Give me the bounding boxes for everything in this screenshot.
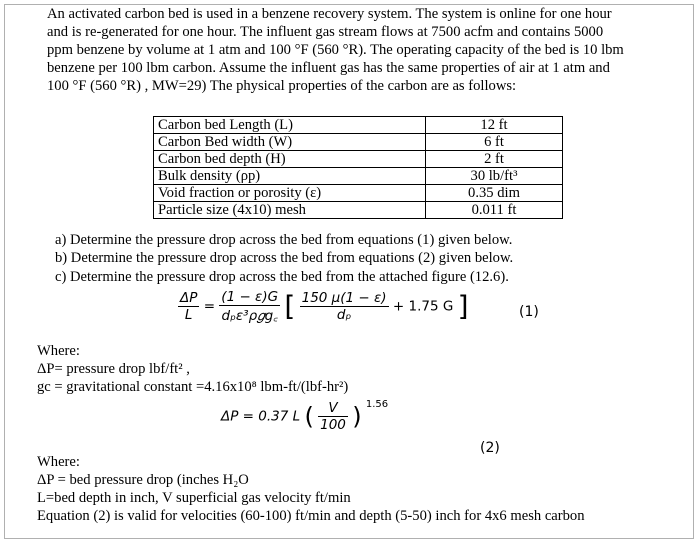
- property-label: Bulk density (ρp): [154, 168, 426, 185]
- problem-intro: [47, 5, 687, 95]
- intro-line: 100 °F (560 °R) , MW=29) The physical properties of the carbon are as follows:: [47, 78, 517, 94]
- eq1-lhs-numerator: ΔP: [180, 290, 198, 306]
- eq1-lhs-fraction: [178, 290, 199, 323]
- eq2-fraction: [318, 400, 348, 433]
- open-paren: (: [304, 402, 314, 431]
- property-label: Particle size (4x10) mesh: [154, 202, 426, 219]
- table-row: [154, 117, 563, 134]
- question-a: a) Determine the pressure drop across the bed from equations (1) given below.: [55, 232, 513, 248]
- question-b: b) Determine the pressure drop across the bed from equations (2) given below.: [55, 250, 514, 266]
- property-value: 12 ft: [426, 117, 563, 134]
- equation-1: $\frac{\Delta P}{L}$ = $\frac{(1 - \varepsilon)G}{\text{dₚε³ρ𝑔g꜀}}$ [ $\frac{150 \mu(1 - \varepsilon)}{\text{dₚ}}$ + 1.75 G ]: [180, 289, 469, 324]
- intro-line: and is re-generated for one hour. The influent gas stream flows at 7500 acfm and contains 5000: [47, 24, 604, 40]
- close-bracket: ]: [457, 289, 469, 323]
- equation-validity-note: Equation (2) is valid for velocities (60-100) ft/min and depth (5-50) inch for 4x6 mesh carbon: [37, 508, 585, 524]
- where-heading-2: Where:: [37, 454, 80, 470]
- property-value: 0.011 ft: [426, 202, 563, 219]
- eq1-second-numerator: 150 μ(1 − ε): [301, 290, 387, 306]
- intro-line: benzene per 100 lbm carbon. Assume the influent gas has the same properties of air at 1 atm and: [47, 60, 610, 76]
- table-row: [154, 168, 563, 185]
- where-gravitational-constant: gc = gravitational constant =4.16x10⁸ lbm-ft/(lbf-hr²): [37, 379, 349, 395]
- eq1-first-denominator: dₚε³ρ𝑔g꜀: [221, 308, 278, 324]
- property-value: 30 lb/ft³: [426, 168, 563, 185]
- eq1-first-fraction: [219, 289, 280, 324]
- property-value: 0.35 dim: [426, 185, 563, 202]
- intro-line: ppm benzene by volume at 1 atm and 100 °F (560 °R). The operating capacity of the bed is 10 lbm: [47, 42, 624, 58]
- property-label: Void fraction or porosity (ε): [154, 185, 426, 202]
- close-paren: ): [352, 402, 362, 431]
- equation-1-tag: (1): [519, 304, 539, 320]
- table-row: [154, 134, 563, 151]
- eq1-second-denominator: dₚ: [336, 307, 352, 323]
- eq1-tail: + 1.75 G: [392, 298, 454, 315]
- eq2-numerator: V: [318, 400, 348, 417]
- carbon-properties-table: [153, 116, 563, 219]
- property-label: Carbon bed depth (H): [154, 151, 426, 168]
- intro-line: An activated carbon bed is used in a benzene recovery system. The system is online for one hour: [47, 6, 612, 22]
- property-label: Carbon bed Length (L): [154, 117, 426, 134]
- where-bed-pressure-drop: ΔP = bed pressure drop (inches H₂O: [37, 472, 249, 488]
- eq1-first-numerator: (1 − ε)G: [221, 289, 279, 305]
- eq2-lhs: ΔP = 0.37 L: [221, 408, 301, 425]
- question-c: c) Determine the pressure drop across the bed from the attached figure (12.6).: [55, 269, 509, 285]
- eq1-second-fraction: [300, 290, 389, 323]
- equation-2: [221, 400, 388, 433]
- property-value: 6 ft: [426, 134, 563, 151]
- eq2-denominator: 100: [320, 417, 346, 433]
- table-row: [154, 202, 563, 219]
- equation-2-tag: (2): [480, 440, 500, 456]
- where-bed-depth: L=bed depth in inch, V superficial gas velocity ft/min: [37, 490, 351, 506]
- eq2-exponent: 1.56: [365, 398, 389, 410]
- eq1-lhs-denominator: L: [184, 307, 193, 323]
- property-label: Carbon Bed width (W): [154, 134, 426, 151]
- property-value: 2 ft: [426, 151, 563, 168]
- table-row: [154, 151, 563, 168]
- table-row: [154, 185, 563, 202]
- where-heading: Where:: [37, 343, 80, 359]
- open-bracket: [: [284, 289, 296, 323]
- where-pressure-drop: ΔP= pressure drop lbf/ft² ,: [37, 361, 190, 377]
